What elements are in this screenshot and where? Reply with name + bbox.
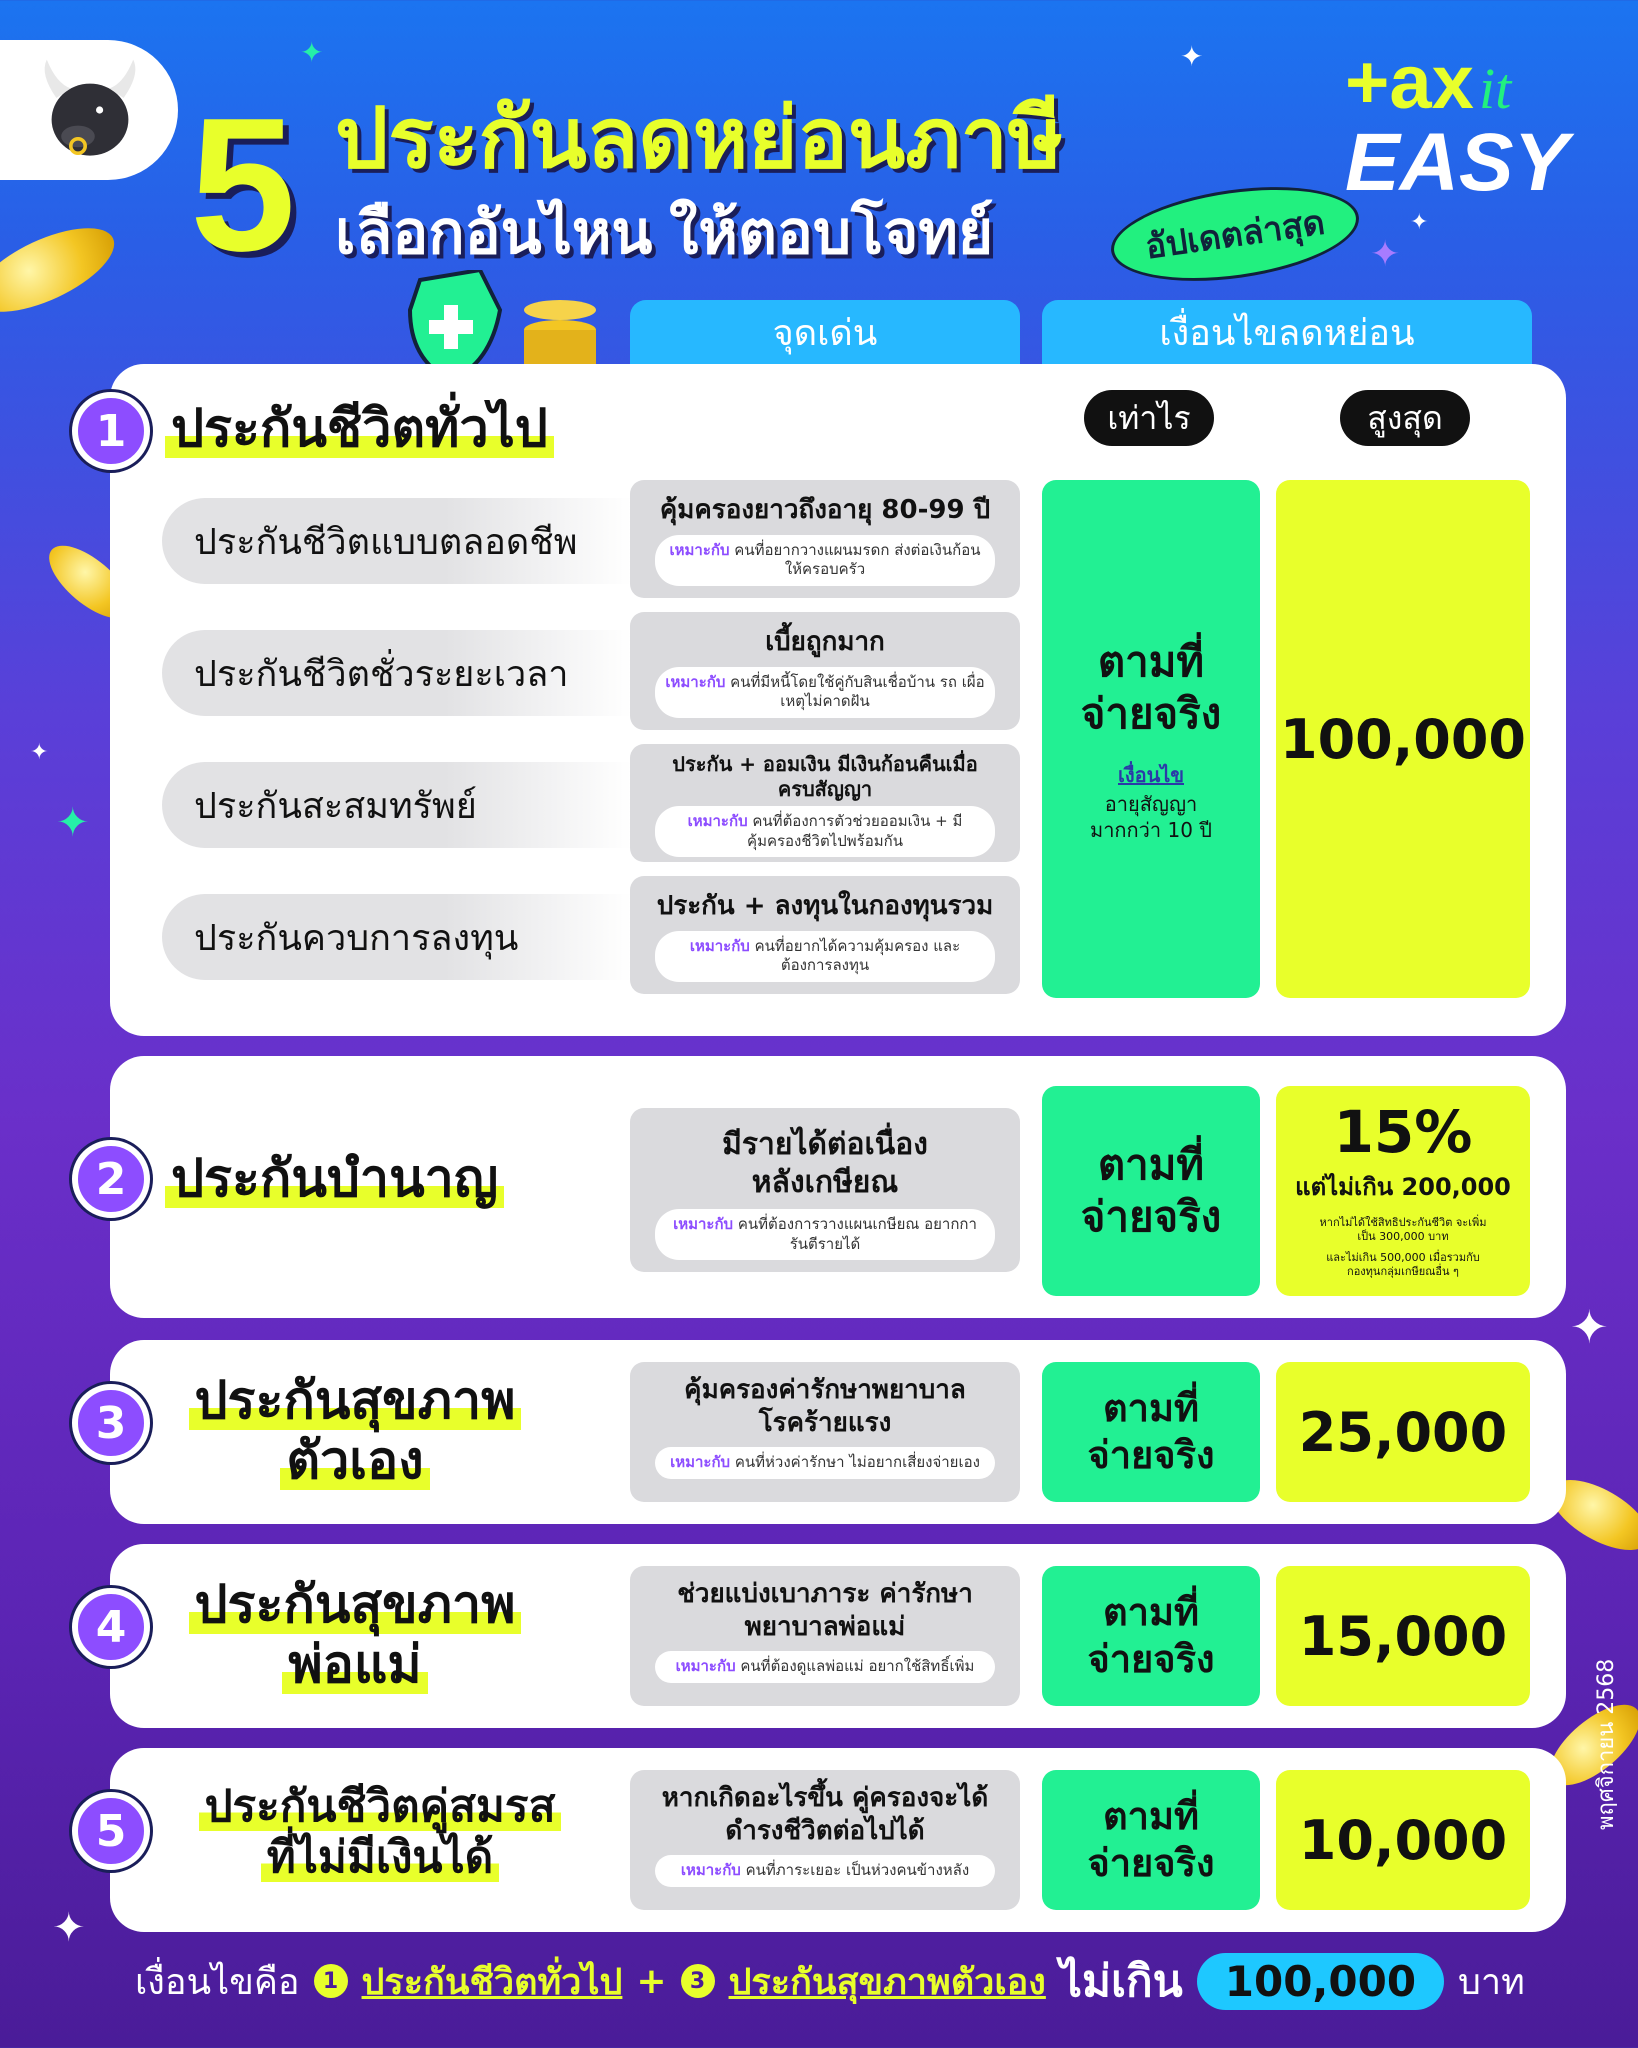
- feature-text: คุ้มครองยาวถึงอายุ 80-99 ปี: [659, 495, 991, 525]
- sub-item-unit-linked: ประกันควบการลงทุน: [162, 894, 632, 980]
- sparkle-icon: ✦: [1370, 234, 1401, 275]
- sparkle-icon: ✦: [30, 740, 49, 765]
- card-title-3: [165, 1372, 545, 1492]
- footer-num-3: 3: [681, 1964, 715, 1998]
- how-much-text: ตามที่จ่ายจริง: [1087, 1589, 1215, 1681]
- card-title-4: [165, 1576, 545, 1696]
- max-note-2: และไม่เกิน 500,000 เมื่อรวมกับกองทุนกลุ่มเกษียณอื่น ๆ: [1326, 1250, 1480, 1278]
- max-box-3: [1276, 1362, 1530, 1502]
- footer-prefix: เงื่อนไขคือ: [135, 1961, 300, 2003]
- feature-note: [655, 535, 995, 586]
- feature-note: [655, 1447, 995, 1479]
- note-tag: เหมาะกับ: [669, 540, 730, 559]
- feature-text: มีรายได้ต่อเนื่อง หลังเกษียณ: [722, 1127, 928, 1200]
- brand-logo-badge: [0, 40, 178, 180]
- title-number: 5: [190, 79, 296, 291]
- feature-box-pension: [630, 1108, 1020, 1272]
- feature-box-whole-life: [630, 480, 1020, 598]
- how-much-text: ตามที่จ่ายจริง: [1087, 1385, 1215, 1477]
- column-header-features: จุดเด่น: [630, 300, 1020, 364]
- column-header-conditions: เงื่อนไขลดหย่อน: [1042, 300, 1532, 364]
- max-value: 10,000: [1298, 1808, 1508, 1872]
- condition-label: เงื่อนไข: [1117, 762, 1184, 787]
- feature-note: [655, 1209, 995, 1260]
- brand-easy-text: EASY: [1345, 117, 1569, 208]
- how-much-box-2: [1042, 1086, 1260, 1296]
- sparkle-icon: ✦: [56, 800, 90, 846]
- how-much-box-4: [1042, 1566, 1260, 1706]
- footer-item-1: ประกันชีวิตทั่วไป: [361, 1961, 623, 2003]
- card-number-1: 1: [72, 392, 150, 470]
- card-title-4-line1: ประกันสุขภาพ: [189, 1576, 522, 1634]
- max-value: 15%: [1333, 1097, 1473, 1166]
- brand-logo: [1345, 40, 1605, 208]
- note-text: คนที่ต้องการวางแผนเกษียณ อยากการันตีรายได้: [737, 1215, 977, 1253]
- feature-text: เบี้ยถูกมาก: [765, 627, 885, 657]
- note-text: คนที่ภาระเยอะ เป็นห่วงคนข้างหลัง: [745, 1861, 970, 1879]
- feature-box-spouse: [630, 1770, 1020, 1910]
- note-text: คนที่ต้องดูแลพ่อแม่ อยากใช้สิทธิ์เพิ่ม: [740, 1657, 975, 1675]
- note-text: คนที่อยากได้ความคุ้มครอง และต้องการลงทุน: [754, 936, 961, 974]
- note-text: คนที่มีหนี้โดยใช้คู่กับสินเชื่อบ้าน รถ เผื่อเหตุไม่คาดฝัน: [730, 672, 985, 710]
- how-much-box-3: [1042, 1362, 1260, 1502]
- sparkle-icon: ✦: [1410, 210, 1429, 235]
- how-much-box-1: [1042, 480, 1260, 998]
- note-tag: เหมาะกับ: [689, 936, 750, 955]
- note-text: คนที่อยากวางแผนมรดก ส่งต่อเงินก้อนให้ครอบครัว: [734, 540, 981, 578]
- how-much-box-5: [1042, 1770, 1260, 1910]
- how-much-text: ตามที่จ่ายจริง: [1087, 1793, 1215, 1885]
- max-value: 100,000: [1280, 707, 1526, 771]
- max-box-5: [1276, 1770, 1530, 1910]
- card-number-3: 3: [72, 1384, 150, 1462]
- max-box-4: [1276, 1566, 1530, 1706]
- footer-unit: บาท: [1458, 1961, 1525, 2003]
- sub-item-endowment: ประกันสะสมทรัพย์: [162, 762, 632, 848]
- brand-tax-text: +ax: [1345, 40, 1474, 125]
- feature-text: หากเกิดอะไรขึ้น คู่ครองจะได้ดำรงชีวิตต่อไปได้: [661, 1783, 989, 1846]
- sub-item-whole-life: ประกันชีวิตแบบตลอดชีพ: [162, 498, 632, 584]
- how-much-text: ตามที่จ่ายจริง: [1080, 1139, 1222, 1241]
- feature-text: ประกัน + ลงทุนในกองทุนรวม: [656, 891, 994, 921]
- footer-item-3: ประกันสุขภาพตัวเอง: [728, 1961, 1046, 2003]
- page-subtitle: เลือกอันไหน ให้ตอบโจทย์: [335, 199, 994, 266]
- max-value: 25,000: [1298, 1400, 1508, 1464]
- condition-text: อายุสัญญา มากกว่า 10 ปี: [1090, 791, 1212, 842]
- card-title-3-line2: ตัวเอง: [280, 1432, 429, 1490]
- bull-logo-icon: [30, 50, 150, 170]
- update-badge: อัปเดตล่าสุด: [1105, 173, 1365, 295]
- sub-item-term-life: ประกันชีวิตชั่วระยะเวลา: [162, 630, 632, 716]
- max-pill: สูงสุด: [1340, 390, 1470, 446]
- card-title-2-text: ประกันบำนาญ: [165, 1150, 504, 1208]
- feature-note: [655, 931, 995, 982]
- feature-text: คุ้มครองค่ารักษาพยาบาล โรคร้ายแรง: [684, 1375, 966, 1438]
- note-tag: เหมาะกับ: [665, 672, 726, 691]
- card-title-1-text: ประกันชีวิตทั่วไป: [165, 400, 554, 458]
- note-text: คนที่ห่วงค่ารักษา ไม่อยากเสี่ยงจ่ายเอง: [734, 1453, 980, 1471]
- footer-condition: [135, 1945, 1525, 2017]
- feature-box-unit-linked: [630, 876, 1020, 994]
- page-title: ประกันลดหย่อนภาษี: [335, 91, 1064, 185]
- date-label: พฤศจิกายน 2568: [1594, 1658, 1619, 1830]
- max-sub: แต่ไม่เกิน 200,000: [1295, 1172, 1511, 1201]
- feature-box-endowment: [630, 744, 1020, 862]
- footer-num-1: 1: [314, 1964, 348, 1998]
- note-text: คนที่ต้องการตัวช่วยออมเงิน + มีคุ้มครองชีวิตไปพร้อมกัน: [747, 812, 963, 850]
- card-title-5-line2: ที่ไม่มีเงินได้: [261, 1833, 499, 1882]
- card-title-5-line1: ประกันชีวิตคู่สมรส: [199, 1782, 562, 1831]
- note-tag: เหมาะกับ: [680, 1861, 741, 1879]
- coin-icon: [0, 211, 126, 329]
- max-note-1: หากไม่ได้ใช้สิทธิประกันชีวิต จะเพิ่มเป็น 300,000 บาท: [1319, 1215, 1487, 1244]
- feature-text: ประกัน + ออมเงิน มีเงินก้อนคืนเมื่อครบสัญญา: [672, 752, 978, 801]
- sparkle-icon: ✦: [300, 36, 324, 69]
- note-tag: เหมาะกับ: [687, 812, 748, 830]
- feature-note: [655, 667, 995, 718]
- card-number-2: 2: [72, 1140, 150, 1218]
- sparkle-icon: ✦: [1570, 1300, 1609, 1354]
- max-box-2: [1276, 1086, 1530, 1296]
- sparkle-icon: ✦: [1180, 40, 1204, 73]
- feature-box-term-life: [630, 612, 1020, 730]
- footer-plus: +: [636, 1960, 667, 2002]
- feature-note: [655, 1651, 995, 1683]
- card-title-3-line1: ประกันสุขภาพ: [189, 1372, 522, 1430]
- note-tag: เหมาะกับ: [670, 1453, 731, 1471]
- card-number-5: 5: [72, 1792, 150, 1870]
- card-title-1: [165, 400, 554, 460]
- how-much-pill: เท่าไร: [1084, 390, 1214, 446]
- card-title-4-line2: พ่อแม่: [282, 1636, 427, 1694]
- feature-text: ช่วยแบ่งเบาภาระ ค่ารักษาพยาบาลพ่อแม่: [677, 1579, 973, 1642]
- note-tag: เหมาะกับ: [675, 1657, 736, 1675]
- card-title-5: [160, 1782, 600, 1883]
- footer-limit: ไม่เกิน: [1059, 1956, 1183, 2007]
- sparkle-icon: ✦: [52, 1905, 86, 1951]
- brand-it-text: it: [1479, 56, 1512, 121]
- max-box-1: [1276, 480, 1530, 998]
- card-number-4: 4: [72, 1588, 150, 1666]
- max-value: 15,000: [1298, 1604, 1508, 1668]
- feature-note: [655, 806, 995, 857]
- feature-note: [655, 1855, 995, 1887]
- note-tag: เหมาะกับ: [673, 1215, 734, 1233]
- card-title-2: [165, 1150, 504, 1210]
- footer-amount: 100,000: [1197, 1953, 1444, 2010]
- how-much-text: ตามที่จ่ายจริง: [1080, 636, 1222, 738]
- feature-box-health-self: [630, 1362, 1020, 1502]
- feature-box-health-parents: [630, 1566, 1020, 1706]
